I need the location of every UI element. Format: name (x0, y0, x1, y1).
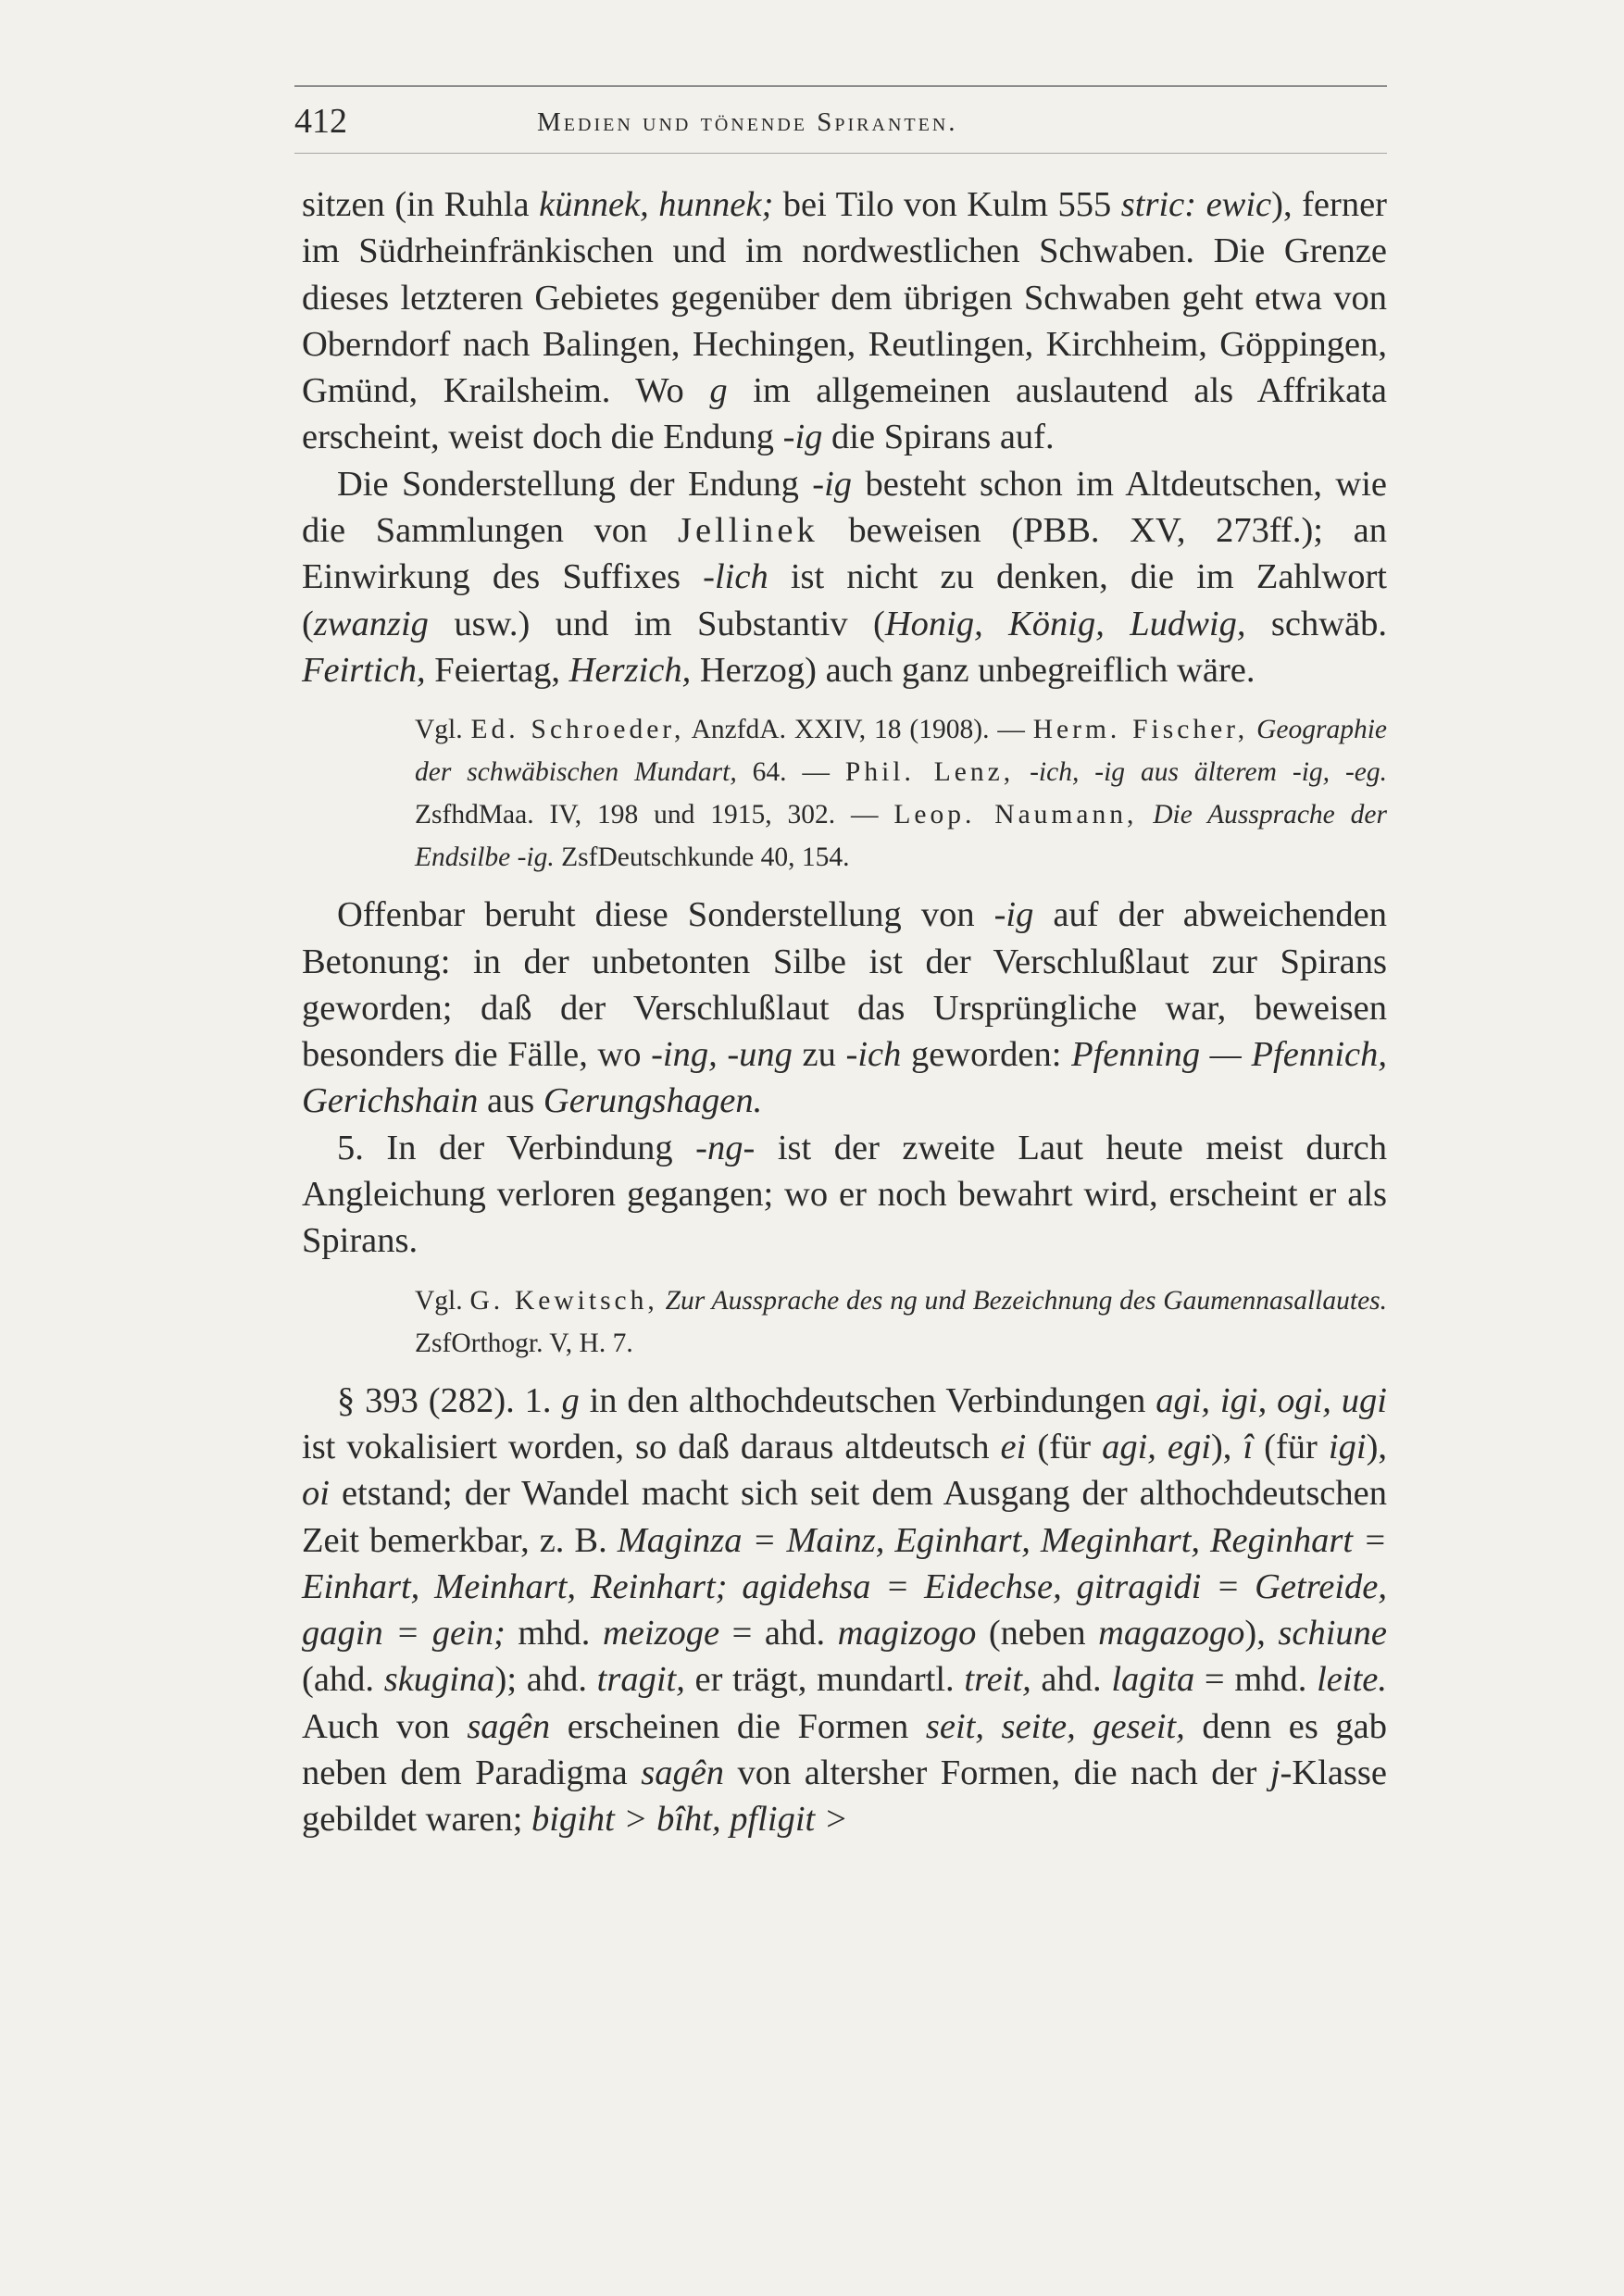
header-rule-bottom (294, 153, 1387, 154)
reference-note-2: Vgl. G. Kewitsch, Zur Aussprache des ng und Bezeichnung des Gaumennasallautes. ZsfOrthogr. V, H. 7. (415, 1285, 1388, 1358)
paragraph-continuation: sitzen (in Ruhla künnek, hunnek; bei Tilo von Kulm 555 stric: ewic), ferner im Südrheinfränkischen und im nordwestlichen Schwaben. Die Grenze dieses letzteren Gebietes gegenüber dem übrigen Schwaben geht etwa von Oberndorf nach Balingen, Hechingen, Reutlingen, Kirchheim, Göppingen, Gmünd, Krailsheim. Wo g im allgemeinen auslautend als Affrikata erscheint, weist doch die Endung -ig die Spirans auf. (302, 185, 1387, 457)
header-rule-top (294, 85, 1387, 87)
reference-note-1: Vgl. Ed. Schroeder, AnzfdA. XXIV, 18 (1908). — Herm. Fischer, Geographie der schwäbischen Mundart, 64. — Phil. Lenz, -ich, -ig aus älterem -ig, -eg. ZsfhdMaa. IV, 198 und 1915, 302. — Leop. Naumann, Die Aussprache der Endsilbe -ig. ZsfDeutschkunde 40, 154. (415, 715, 1387, 873)
running-title: Medien und tönende Spiranten. (537, 107, 958, 137)
main-text (302, 181, 1387, 1843)
page-number: 412 (294, 102, 347, 141)
paragraph-ng: 5. In der Verbindung -ng- ist der zweite Laut heute meist durch Angleichung verloren gegangen; wo er noch bewahrt wird, erscheint er als Spirans. (302, 1128, 1387, 1261)
paragraph-sonderstellung: Die Sonderstellung der Endung -ig besteht schon im Altdeutschen, wie die Sammlungen von Jellinek beweisen (PBB. XV, 273ff.); an Einwirkung des Suffixes -lich ist nicht zu denken, die im Zahlwort (zwanzig usw.) und im Substantiv (Honig, König, Ludwig, schwäb. Feirtich, Feiertag, Herzich, Herzog) auch ganz unbegreiflich wäre. (302, 464, 1387, 690)
paragraph-offenbar: Offenbar beruht diese Sonderstellung von -ig auf der abweichenden Betonung: in der unbetonten Silbe ist der Verschlußlaut zur Spirans geworden; daß der Verschlußlaut das Ursprüngliche war, beweisen besonders die Fälle, wo -ing, -ung zu -ich geworden: Pfenning — Pfennich, Gerichshain aus Gerungshagen. (302, 895, 1387, 1121)
paragraph-section-393: § 393 (282). 1. g in den althochdeutschen Verbindungen agi, igi, ogi, ugi ist vokalisiert worden, so daß daraus altdeutsch ei (für agi, egi), î (für igi), oi etstand; der Wandel macht sich seit dem Ausgang der althochdeutschen Zeit bemerkbar, z. B. Maginza = Mainz, Eginhart, Meginhart, Reginhart = Einhart, Meinhart, Reinhart; agidehsa = Eidechse, gitragidi = Getreide, gagin = gein; mhd. meizoge = ahd. magizogo (neben magazogo), schiune (ahd. skugina); ahd. tragit, er trägt, mundartl. treit, ahd. lagita = mhd. leite. Auch von sagên erscheinen die Formen seit, seite, geseit, denn es gab neben dem Paradigma sagên von altersher Formen, die nach der j-Klasse gebildet waren; bigiht > bîht, pfligit > (302, 1380, 1388, 1840)
